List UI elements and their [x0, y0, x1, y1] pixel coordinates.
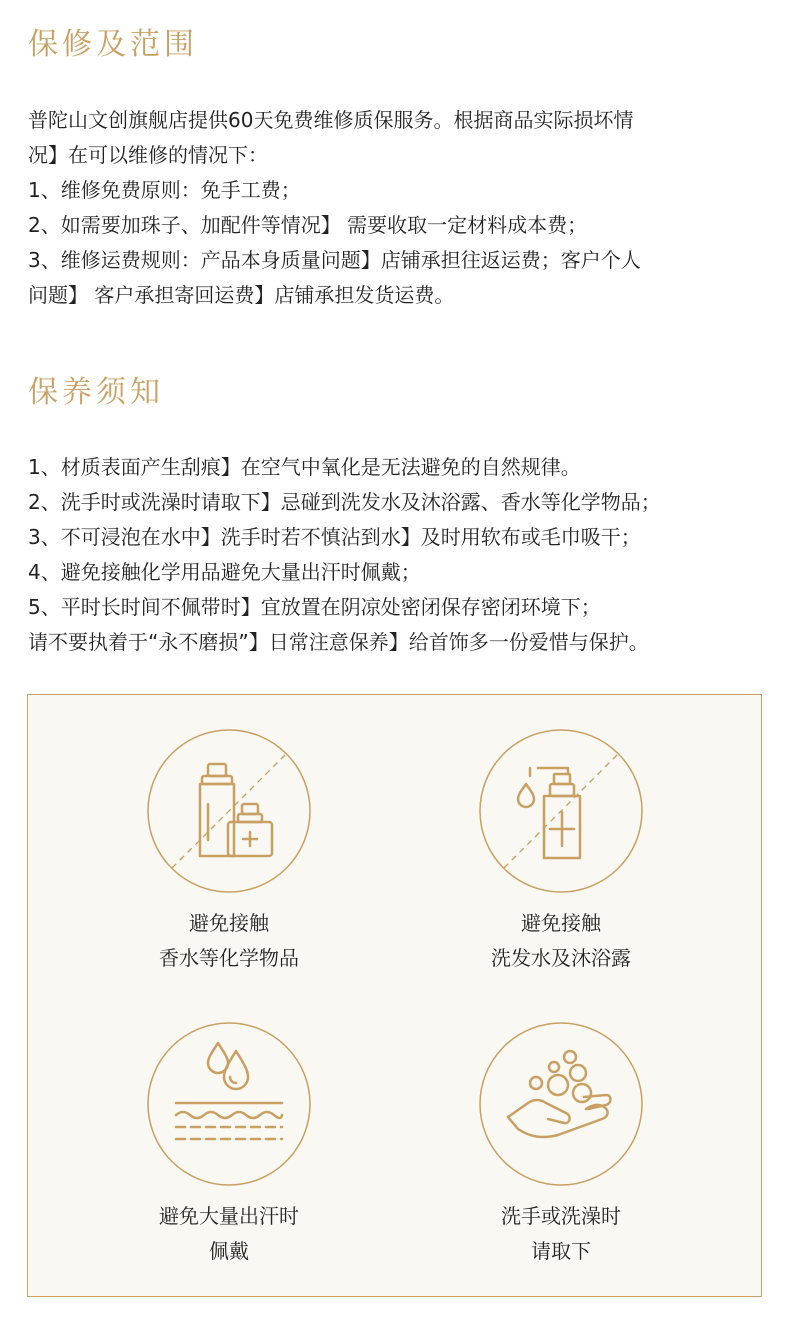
warranty-text [28, 103, 768, 313]
tip-caption [441, 1199, 681, 1269]
tip-caption-line1: 避免接触 [521, 911, 601, 935]
care-line: 2、洗手时或洗澡时请取下】忌碰到洗发水及沐浴露、香水等化学物品； [28, 490, 661, 514]
shampoo-pump-icon [478, 728, 644, 894]
perfume-bottles-icon [146, 728, 312, 894]
tip-caption-line1: 避免接触 [189, 911, 269, 935]
warranty-line: 普陀山文创旗舰店提供60天免费维修质保服务。根据商品实际损坏情 [28, 108, 634, 132]
care-title: 保养须知 [28, 375, 164, 410]
warranty-title: 保修及范围 [28, 27, 198, 62]
tip-caption [441, 906, 681, 976]
warranty-line: 2、如需要加珠子、加配件等情况】 需要收取一定材料成本费； [28, 213, 588, 237]
sweat-drops-icon [146, 1021, 312, 1187]
care-line: 请不要执着于“永不磨损”】日常注意保养】给首饰多一份爱惜与保护。 [28, 630, 649, 654]
care-line: 1、材质表面产生刮痕】在空气中氧化是无法避免的自然规律。 [28, 455, 581, 479]
tip-caption-line1: 洗手或洗澡时 [501, 1204, 621, 1228]
care-text [28, 450, 768, 660]
warranty-line: 3、维修运费规则：产品本身质量问题】店铺承担往返运费；客户个人 [28, 248, 641, 272]
tip-caption-line2: 洗发水及沐浴露 [491, 946, 631, 970]
tip-caption [109, 906, 349, 976]
care-tips-panel [27, 694, 762, 1297]
care-line: 3、不可浸泡在水中】洗手时若不慎沾到水】及时用软布或毛巾吸干； [28, 525, 641, 549]
warranty-line: 1、维修免费原则：免手工费； [28, 178, 301, 202]
warranty-line: 况】在可以维修的情况下： [28, 143, 268, 167]
care-line: 4、避免接触化学用品避免大量出汗时佩戴； [28, 560, 421, 584]
tip-caption-line2: 请取下 [531, 1239, 591, 1263]
tip-caption-line2: 香水等化学物品 [159, 946, 299, 970]
warranty-line: 问题】 客户承担寄回运费】店铺承担发货运费。 [28, 283, 455, 307]
tip-caption [109, 1199, 349, 1269]
tip-caption-line2: 佩戴 [209, 1239, 249, 1263]
tip-caption-line1: 避免大量出汗时 [159, 1204, 299, 1228]
care-line: 5、平时长时间不佩带时】宜放置在阴凉处密闭保存密闭环境下； [28, 595, 601, 619]
hand-washing-icon [478, 1021, 644, 1187]
